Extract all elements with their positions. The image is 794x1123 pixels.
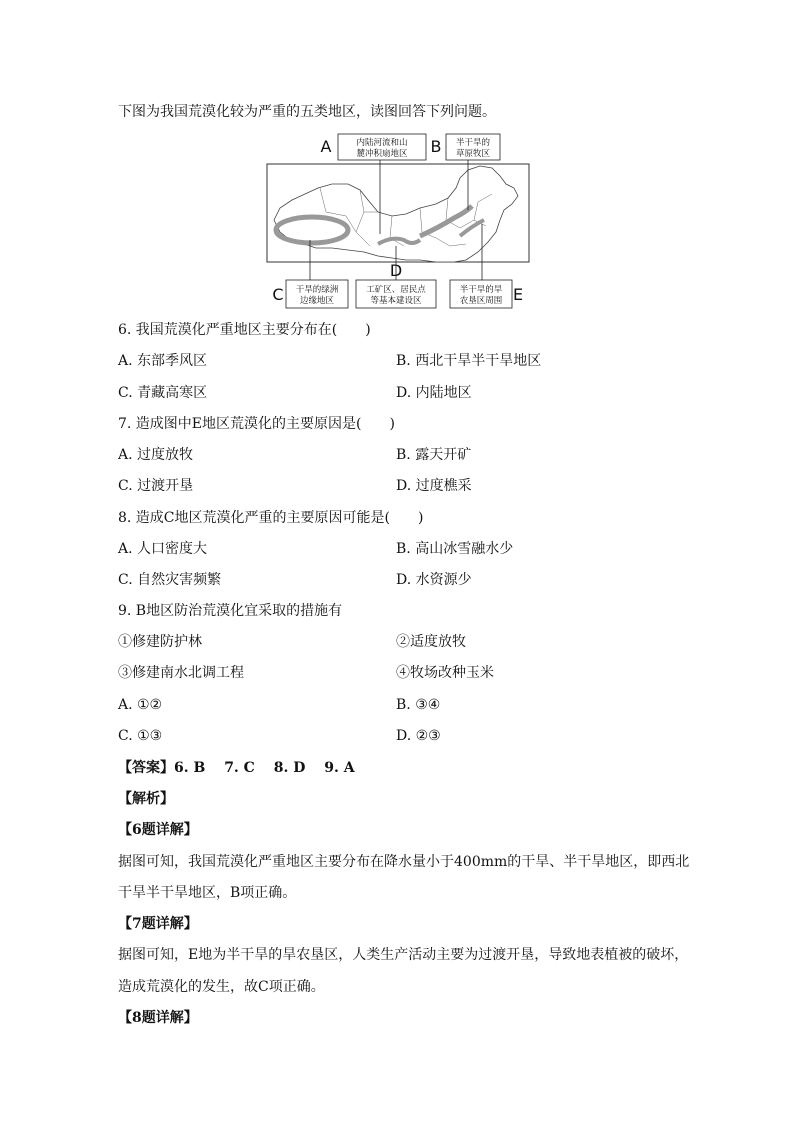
q9-choice-4: ④牧场改种玉米 [396, 665, 494, 681]
map-label-b: B [430, 137, 442, 156]
q9-option-d: D. ②③ [396, 728, 441, 744]
map-label-a: A [320, 137, 332, 156]
box-b-line1: 半干旱的 [455, 138, 491, 148]
intro-text: 下图为我国荒漠化较为严重的五类地区，读图回答下列问题。 [118, 104, 496, 120]
box-a-line2: 麓冲积扇地区 [356, 149, 408, 159]
desertification-map [260, 128, 530, 313]
q6-option-c: C. 青藏高寒区 [118, 385, 208, 401]
box-d-line2: 等基本建设区 [370, 296, 422, 306]
q7-option-c: C. 过渡开垦 [118, 478, 194, 494]
analysis-title: 【解析】 [118, 791, 174, 807]
map-label-d: D [389, 261, 403, 280]
q6-option-b: B. 西北干旱半干旱地区 [396, 353, 542, 369]
answer-line: 【答案】6. B 7. C 8. D 9. A [118, 760, 355, 776]
detail-7-title: 【7题详解】 [118, 916, 198, 932]
q9-choice-1: ①修建防护林 [118, 634, 202, 650]
box-a-line1: 内陆河流和山 [356, 138, 408, 148]
q7-option-d: D. 过度樵采 [396, 478, 472, 494]
box-c-line2: 边缘地区 [299, 296, 335, 306]
question-9-stem: 9. B地区防治荒漠化宜采取的措施有 [118, 603, 343, 619]
question-7-stem: 7. 造成图中E地区荒漠化的主要原因是( ) [118, 416, 395, 432]
map-label-c: C [272, 285, 284, 304]
map-label-e: E [512, 285, 524, 304]
detail-6-title: 【6题详解】 [118, 822, 198, 838]
q8-option-b: B. 高山冰雪融水少 [396, 541, 514, 557]
q9-option-a: A. ①② [118, 697, 163, 713]
q8-option-d: D. 水资源少 [396, 572, 472, 588]
detail-8-title: 【8题详解】 [118, 1010, 198, 1026]
q6-option-a: A. 东部季风区 [118, 353, 208, 369]
box-b-line2: 草原牧区 [455, 149, 491, 159]
q9-option-b: B. ③④ [396, 697, 441, 713]
q7-option-a: A. 过度放牧 [118, 447, 194, 463]
question-8-stem: 8. 造成C地区荒漠化严重的主要原因可能是( ) [118, 510, 424, 526]
q9-option-c: C. ①③ [118, 728, 163, 744]
box-c-line1: 干旱的绿洲 [295, 285, 339, 295]
box-e-line1: 半干旱的旱 [459, 285, 503, 295]
box-e-line2: 农垦区周围 [459, 296, 503, 306]
detail-7-line-1: 据图可知，E地为半干旱的旱农垦区，人类生产活动主要为过渡开垦，导致地表植被的破坏， [118, 947, 689, 963]
q6-option-d: D. 内陆地区 [396, 385, 472, 401]
question-6-stem: 6. 我国荒漠化严重地区主要分布在( ) [118, 322, 371, 338]
box-d-line1: 工矿区、居民点 [366, 285, 426, 295]
detail-6-line-1: 据图可知，我国荒漠化严重地区主要分布在降水量小于400mm的干旱、半干旱地区，即西北 [118, 854, 690, 870]
q8-option-c: C. 自然灾害频繁 [118, 572, 222, 588]
q8-option-a: A. 人口密度大 [118, 541, 208, 557]
q9-choice-3: ③修建南水北调工程 [118, 665, 244, 681]
detail-7-line-2: 造成荒漠化的发生，故C项正确。 [118, 979, 325, 995]
detail-6-line-2: 干旱半干旱地区，B项正确。 [118, 885, 297, 901]
q9-choice-2: ②适度放牧 [396, 634, 466, 650]
q7-option-b: B. 露天开矿 [396, 447, 472, 463]
